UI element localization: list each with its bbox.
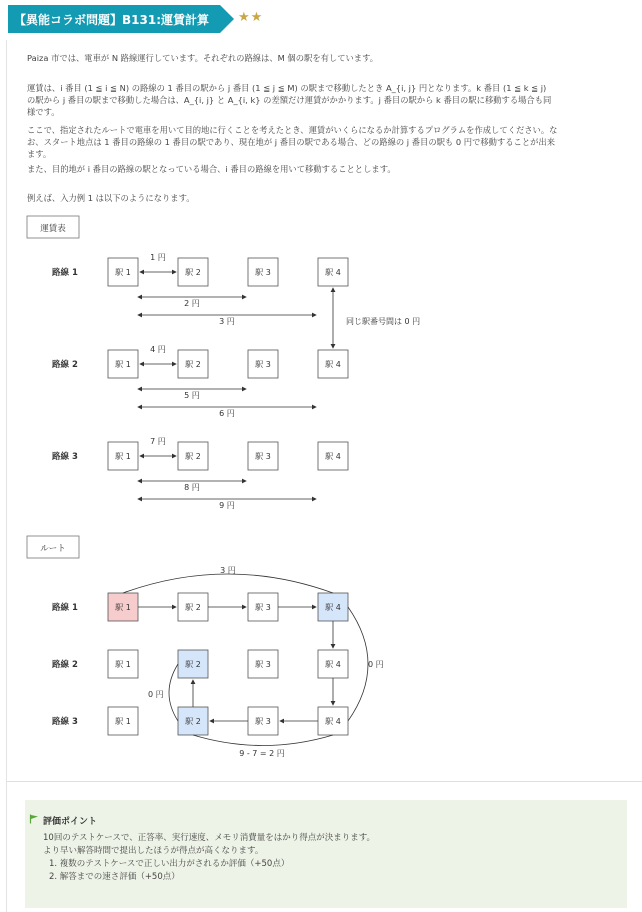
fare-label: 6 円 — [219, 409, 235, 418]
station-label: 駅 1 — [115, 717, 131, 726]
fare-line-1-label: 路線 1 — [52, 268, 78, 278]
station-label: 駅 1 — [115, 268, 131, 277]
fare-label: 4 円 — [150, 345, 166, 354]
fare-label: 1 円 — [150, 253, 166, 262]
desc-line-3: の駅から j 番目の駅まで移動した場合は、A_{i, j} と A_{i, k} の差額だけ運賃がかかります。j 番目の駅から k 番目の駅に移動する場合も同 — [27, 95, 552, 105]
problem-title: 【異能コラボ問題】B131:運賃計算 — [14, 13, 209, 27]
station-label: 駅 3 — [255, 717, 271, 726]
route-line-3-label: 路線 3 — [52, 717, 78, 727]
evaluation-title: 評価ポイント — [43, 817, 98, 827]
same-station-note: 同じ駅番号間は 0 円 — [346, 317, 421, 326]
station-label: 駅 4 — [325, 268, 341, 277]
fare-label: 9 円 — [219, 501, 235, 510]
station-label: 駅 2 — [185, 717, 201, 726]
desc-line-4: 様です。 — [27, 107, 60, 117]
station-label: 駅 1 — [115, 360, 131, 369]
station-label: 駅 1 — [115, 603, 131, 612]
station-label: 駅 2 — [185, 603, 201, 612]
route-line-1-label: 路線 1 — [52, 603, 78, 613]
evaluation-line: 1. 複数のテストケースで正しい出力がされるか評価（+50点） — [49, 859, 290, 869]
section-divider — [6, 781, 642, 782]
route-label: ルート — [40, 544, 66, 554]
station-label: 駅 1 — [115, 452, 131, 461]
station-label: 駅 4 — [325, 660, 341, 669]
route-line-2-label: 路線 2 — [52, 660, 78, 670]
fare-table-label: 運賃表 — [40, 224, 66, 234]
station-label: 駅 4 — [325, 603, 341, 612]
fare-label: 3 円 — [219, 317, 235, 326]
flag-icon — [29, 814, 39, 824]
fare-label: 2 円 — [184, 299, 200, 308]
station-label: 駅 2 — [185, 360, 201, 369]
route-top-fare: 3 円 — [220, 566, 236, 575]
route-left-fare: 0 円 — [148, 690, 164, 699]
station-label: 駅 3 — [255, 452, 271, 461]
fare-line-3-label: 路線 3 — [52, 452, 78, 462]
station-label: 駅 2 — [185, 268, 201, 277]
evaluation-line: より早い解答時間で提出したほうが得点が高くなります。 — [43, 846, 264, 856]
station-label: 駅 2 — [185, 660, 201, 669]
fare-label: 5 円 — [184, 391, 200, 400]
desc-line-8: また、目的地が i 番目の路線の駅となっている場合、i 番目の路線を用いて移動することとします。 — [27, 164, 396, 174]
evaluation-panel — [25, 800, 627, 908]
difficulty-stars: ★★ — [238, 10, 264, 25]
station-label: 駅 4 — [325, 452, 341, 461]
station-label: 駅 2 — [185, 452, 201, 461]
route-bottom-fare: 9 - 7 = 2 円 — [239, 749, 285, 758]
fare-label: 7 円 — [150, 437, 166, 446]
evaluation-line: 2. 解答までの速さ評価（+50点） — [49, 872, 180, 882]
desc-line-9: 例えば、入力例 1 は以下のようになります。 — [27, 193, 195, 203]
station-label: 駅 1 — [115, 660, 131, 669]
desc-line-1: Paiza 市では、電車が N 路線運行しています。それぞれの路線は、M 個の駅を有しています。 — [27, 53, 379, 63]
station-label: 駅 3 — [255, 360, 271, 369]
desc-line-5: ここで、指定されたルートで電車を用いて目的地に行くことを考えたとき、運賃がいくらになるか計算するプログラムを作成してください。な — [27, 125, 558, 135]
station-label: 駅 4 — [325, 360, 341, 369]
desc-line-6: お、スタート地点は 1 番目の路線の 1 番目の駅であり、現在地が j 番目の駅である場合、どの路線の j 番目の駅も 0 円で移動することが出来 — [27, 137, 556, 147]
route-side-fare: 0 円 — [368, 660, 384, 669]
station-label: 駅 4 — [325, 717, 341, 726]
station-label: 駅 3 — [255, 268, 271, 277]
desc-line-2: 運賃は、i 番目 (1 ≦ i ≦ N) の路線の 1 番目の駅から j 番目 (1 ≦ j ≦ M) の駅まで移動したとき A_{i, j} 円となります。k 番目 (1 ≦ k ≦ j) — [27, 83, 547, 93]
station-label: 駅 3 — [255, 603, 271, 612]
station-label: 駅 3 — [255, 660, 271, 669]
desc-line-7: ます。 — [27, 149, 52, 159]
fare-line-2-label: 路線 2 — [52, 360, 78, 370]
fare-label: 8 円 — [184, 483, 200, 492]
evaluation-line: 10回のテストケースで、正答率、実行速度、メモリ消費量をはかり得点が決まります。 — [43, 833, 376, 843]
